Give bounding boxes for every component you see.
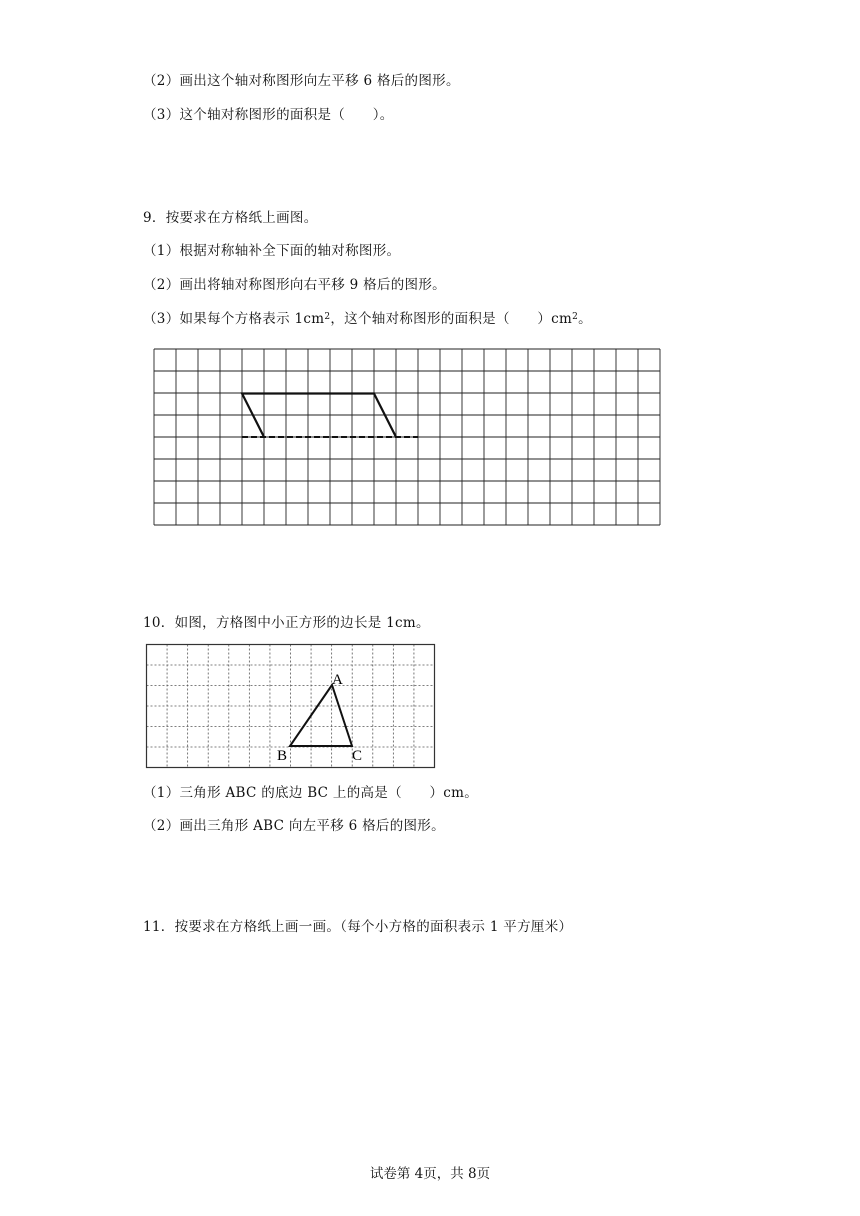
q11-title: 11．按要求在方格纸上画一画。（每个小方格的面积表示 1 平方厘米） bbox=[143, 919, 573, 935]
q8-item3: （3）这个轴对称图形的面积是（ ）。 bbox=[143, 107, 394, 123]
q10-item2: （2）画出三角形 ABC 向左平移 6 格后的图形。 bbox=[143, 818, 445, 834]
label-b: B bbox=[277, 748, 288, 764]
q9-item2: （2）画出将轴对称图形向右平移 9 格后的图形。 bbox=[143, 277, 446, 293]
q9-title: 9．按要求在方格纸上画图。 bbox=[143, 210, 318, 226]
q9-grid bbox=[150, 344, 666, 530]
q8-item2: （2）画出这个轴对称图形向左平移 6 格后的图形。 bbox=[143, 73, 460, 89]
q10-grid bbox=[140, 640, 440, 770]
q9-item3: （3）如果每个方格表示 $1cm^2$，这个轴对称图形的面积是（ ）$cm^2$。 bbox=[143, 311, 592, 327]
label-a: A bbox=[332, 672, 343, 688]
q9-item1: （1）根据对称轴补全下面的轴对称图形。 bbox=[143, 243, 401, 259]
triangle-abc bbox=[290, 685, 352, 746]
page-footer: 试卷第 4页，共 8页 bbox=[369, 1166, 491, 1182]
q10-title: 10．如图，方格图中小正方形的边长是 1cm。 bbox=[143, 615, 430, 631]
label-c: C bbox=[352, 748, 363, 764]
q10-item1: （1）三角形 ABC 的底边 BC 上的高是（ ）cm。 bbox=[143, 785, 479, 801]
